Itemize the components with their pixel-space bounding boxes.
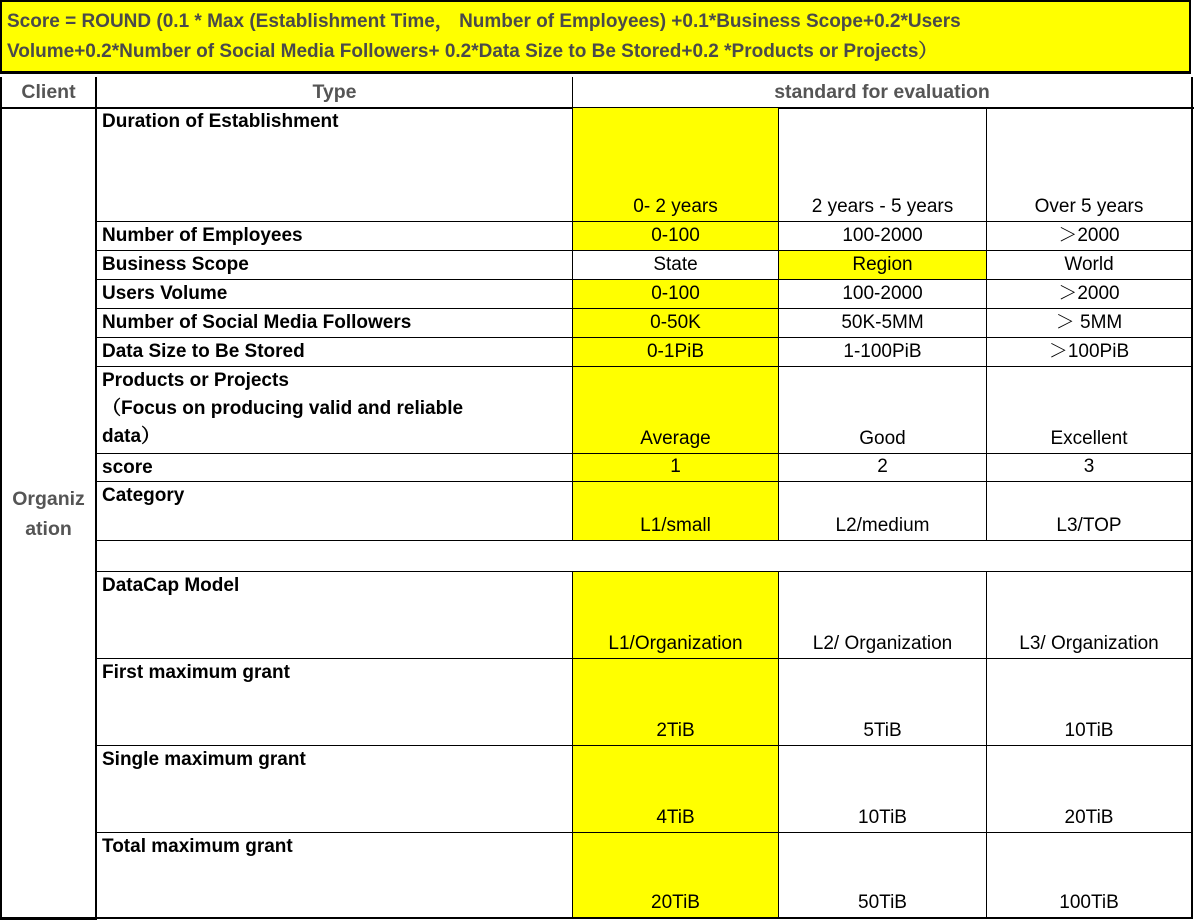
client-label [0, 484, 97, 544]
value-text: L2/ Organization [812, 633, 953, 654]
value-social-followers-l3[interactable] [987, 309, 1193, 338]
header-standard[interactable]: standard for evaluation [573, 77, 1193, 108]
client-label-line-1: Organiz [12, 488, 85, 510]
row-label-single-max-grant[interactable]: Single maximum grant [97, 746, 573, 833]
value-text: 50K-5MM [841, 312, 924, 333]
value-single-grant-l1[interactable] [573, 746, 779, 833]
value-text: 2 years - 5 years [811, 196, 954, 217]
value-text: 1 [670, 456, 681, 477]
value-text: L1/Organization [608, 633, 743, 654]
value-text: 20TiB [651, 892, 700, 913]
row-label-social-followers[interactable]: Number of Social Media Followers [97, 309, 573, 338]
value-first-grant-l1[interactable] [573, 659, 779, 746]
value-text: 10TiB [1064, 720, 1114, 741]
value-text: L3/ Organization [1019, 633, 1159, 654]
value-products-l1[interactable] [573, 367, 779, 454]
row-label-score[interactable]: score [97, 454, 573, 482]
value-datacap-l1[interactable] [573, 572, 779, 659]
value-text: 0-100 [651, 225, 700, 246]
value-text: 100-2000 [842, 283, 923, 304]
header-client[interactable]: Client [0, 77, 97, 108]
value-text: 50TiB [858, 892, 907, 913]
value-category-l2[interactable] [779, 482, 987, 541]
header-type[interactable]: Type [97, 77, 573, 108]
row-label-data-size[interactable]: Data Size to Be Stored [97, 338, 573, 367]
value-first-grant-l3[interactable] [987, 659, 1193, 746]
value-text: Average [640, 428, 711, 449]
value-duration-l3[interactable] [987, 108, 1193, 222]
value-text: 100TiB [1059, 892, 1119, 913]
value-category-l3[interactable] [987, 482, 1193, 541]
value-social-followers-l1[interactable] [573, 309, 779, 338]
value-products-l3[interactable] [987, 367, 1193, 454]
value-business-scope-l3[interactable] [987, 251, 1193, 280]
value-text: World [1064, 254, 1114, 275]
value-single-grant-l2[interactable] [779, 746, 987, 833]
value-text: 0-50K [650, 312, 701, 333]
value-text: 10TiB [858, 807, 907, 828]
value-text: ＞2000 [1058, 283, 1120, 304]
value-text: 3 [1083, 456, 1095, 477]
value-text: 2 [877, 456, 888, 477]
value-text: 0-100 [651, 283, 700, 304]
value-duration-l1[interactable] [573, 108, 779, 222]
value-score-l3[interactable] [987, 454, 1193, 482]
value-users-volume-l1[interactable] [573, 280, 779, 309]
value-single-grant-l3[interactable] [987, 746, 1193, 833]
row-label-business-scope[interactable]: Business Scope [97, 251, 573, 280]
value-employees-l3[interactable] [987, 222, 1193, 251]
label-line-1: Products or Projects [102, 370, 289, 391]
row-label-users-volume[interactable]: Users Volume [97, 280, 573, 309]
value-text: ＞100PiB [1048, 341, 1130, 362]
value-products-l2[interactable] [779, 367, 987, 454]
value-datacap-l2[interactable] [779, 572, 987, 659]
value-text: Good [859, 428, 906, 449]
value-text: 0- 2 years [633, 196, 718, 217]
value-social-followers-l2[interactable] [779, 309, 987, 338]
value-total-grant-l3[interactable] [987, 833, 1193, 919]
value-total-grant-l2[interactable] [779, 833, 987, 919]
value-text: 1-100PiB [843, 341, 922, 362]
value-text: 5TiB [863, 720, 902, 741]
value-text: 2TiB [656, 720, 695, 741]
value-text: L1/small [640, 515, 711, 536]
label-line-2: （Focus on producing valid and reliable [102, 398, 464, 419]
value-total-grant-l1[interactable] [573, 833, 779, 919]
row-label-category[interactable]: Category [97, 482, 573, 541]
label-line-3: data） [102, 426, 161, 447]
value-text: Excellent [1050, 428, 1128, 449]
value-text: 100-2000 [842, 225, 923, 246]
value-employees-l1[interactable] [573, 222, 779, 251]
value-data-size-l3[interactable] [987, 338, 1193, 367]
value-score-l2[interactable] [779, 454, 987, 482]
value-text: 0-1PiB [646, 341, 705, 362]
row-label-products-projects[interactable] [97, 367, 573, 454]
value-text: Region [852, 254, 913, 275]
value-users-volume-l3[interactable] [987, 280, 1193, 309]
value-category-l1[interactable] [573, 482, 779, 541]
value-text: 4TiB [656, 807, 695, 828]
formula-line-2: Volume+0.2*Number of Social Media Followers+ 0.2*Data Size to Be Stored+0.2 *Products or Projects） [7, 41, 938, 62]
value-text: State [653, 254, 698, 275]
value-first-grant-l2[interactable] [779, 659, 987, 746]
value-text: L2/medium [835, 515, 930, 536]
score-formula-banner[interactable] [0, 0, 1191, 74]
value-datacap-l3[interactable] [987, 572, 1193, 659]
formula-line-1: Score = ROUND (0.1 * Max (Establishment Time， Number of Employees) +0.1*Business Scope+0.2*Users [7, 11, 961, 32]
value-duration-l2[interactable] [779, 108, 987, 222]
value-business-scope-l2[interactable] [779, 251, 987, 280]
row-label-employees[interactable]: Number of Employees [97, 222, 573, 251]
value-employees-l2[interactable] [779, 222, 987, 251]
value-text: Over 5 years [1034, 196, 1144, 217]
value-score-l1[interactable] [573, 454, 779, 482]
row-label-total-max-grant[interactable]: Total maximum grant [97, 833, 573, 919]
value-data-size-l1[interactable] [573, 338, 779, 367]
row-label-duration[interactable]: Duration of Establishment [97, 108, 573, 222]
value-text: 20TiB [1064, 807, 1114, 828]
value-data-size-l2[interactable] [779, 338, 987, 367]
value-text: L3/TOP [1056, 515, 1122, 536]
empty-spacer-row[interactable] [97, 541, 1193, 572]
value-text: ＞ 5MM [1055, 312, 1123, 333]
value-users-volume-l2[interactable] [779, 280, 987, 309]
row-label-first-max-grant[interactable]: First maximum grant [97, 659, 573, 746]
value-text: ＞2000 [1058, 225, 1120, 246]
row-label-datacap-model[interactable]: DataCap Model [97, 572, 573, 659]
value-business-scope-l1[interactable] [573, 251, 779, 280]
client-label-line-2: ation [25, 518, 72, 540]
